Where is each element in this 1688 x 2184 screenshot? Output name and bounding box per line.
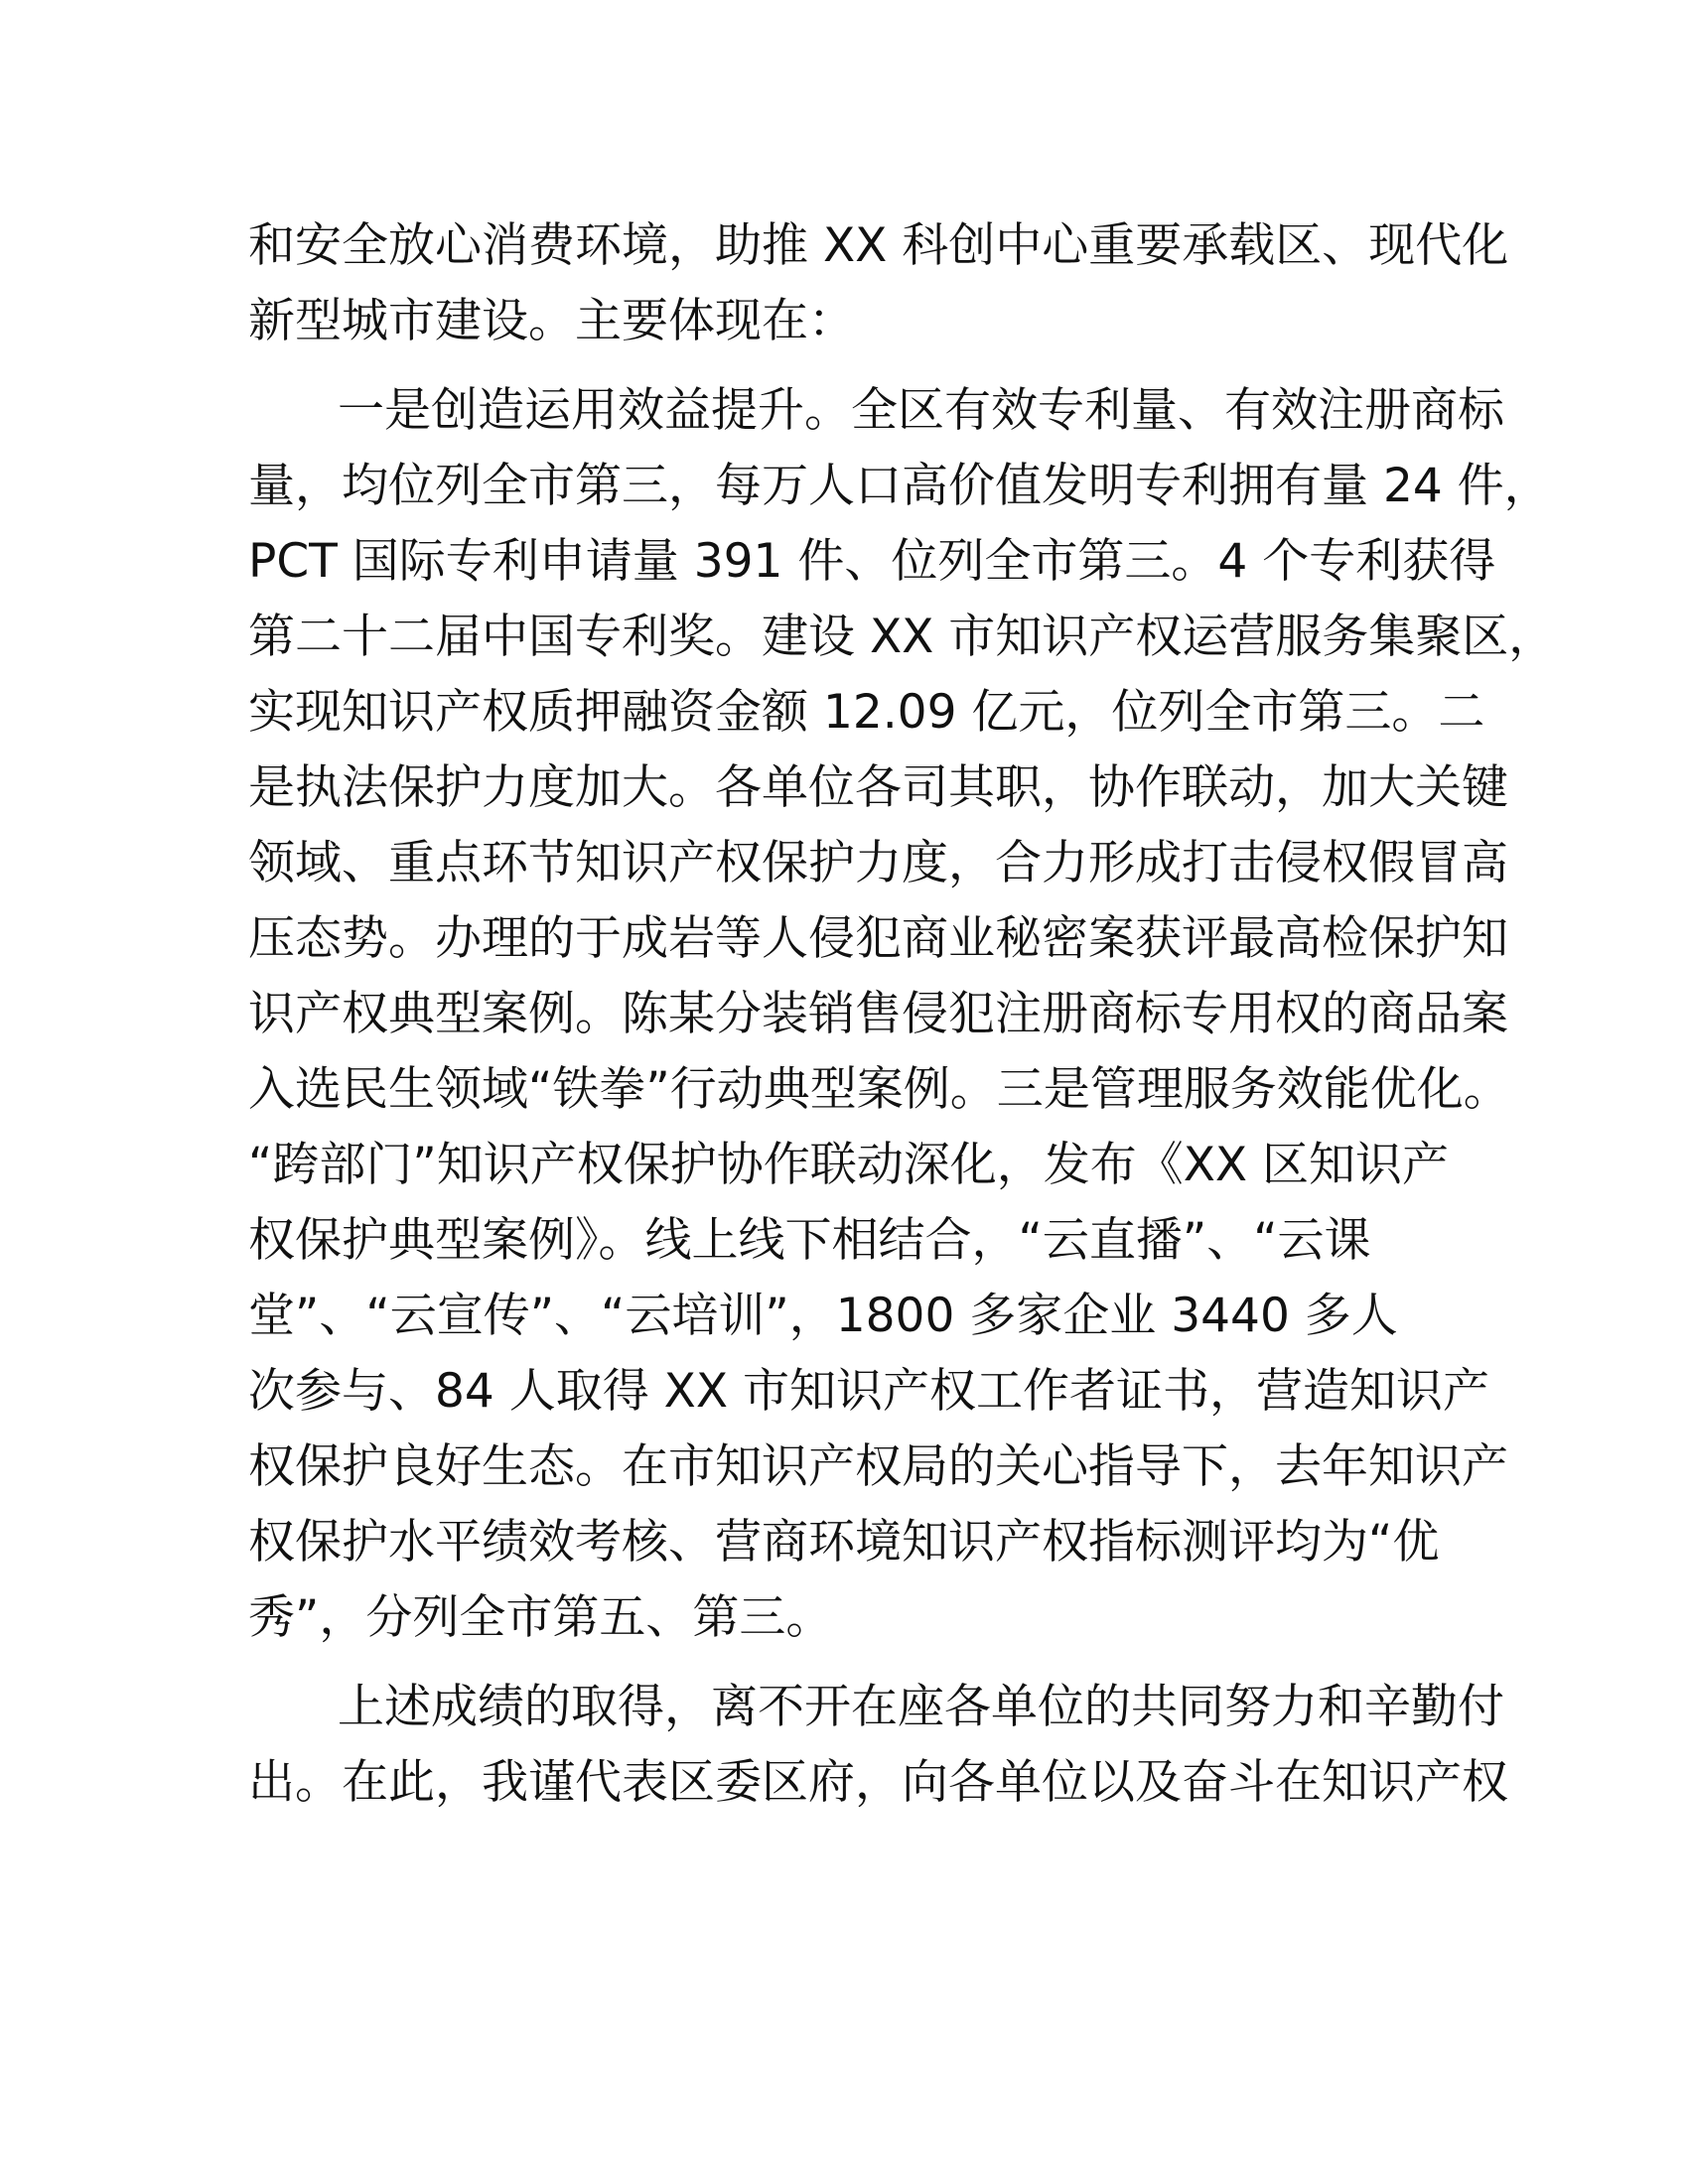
text-line: PCT 国际专利申请量 391 件、位列全市第三。4 个专利获得 [248,534,1496,589]
text-line: 量，均位列全市第三，每万人口高价值发明专利拥有量 24 件， [248,459,1551,513]
text-line: 是执法保护力度加大。各单位各司其职，协作联动，加大关键 [248,760,1508,815]
text-line: 权保护典型案例》。线上线下相结合，“云直播”、“云课 [248,1213,1371,1268]
text-line: 上述成绩的取得，离不开在座各单位的共同努力和辛勤付 [338,1680,1504,1734]
text-line: 次参与、84 人取得 XX 市知识产权工作者证书，营造知识产 [248,1364,1490,1419]
paragraph-3 [248,1670,1508,1821]
text-line: 权保护水平绩效考核、营商环境知识产权指标测评均为“优 [248,1515,1440,1570]
text-line: “跨部门”知识产权保护协作联动深化，发布《XX 区知识产 [248,1138,1450,1192]
paragraph-2 [248,373,1556,1656]
text-line: 一是创造运用效益提升。全区有效专利量、有效注册商标 [338,383,1504,438]
text-line: 实现知识产权质押融资金额 12.09 亿元，位列全市第三。二 [248,685,1485,740]
text-line: 压态势。办理的于成岩等人侵犯商业秘密案获评最高检保护知 [248,911,1508,966]
text-line: 和安全放心消费环境，助推 XX 科创中心重要承载区、现代化 [248,218,1509,273]
document-page [248,208,1556,1821]
paragraph-1 [248,208,1509,359]
text-line: 秀”，分列全市第五、第三。 [248,1590,833,1645]
text-line: 第二十二届中国专利奖。建设 XX 市知识产权运营服务集聚区， [248,610,1556,664]
text-line: 领域、重点环节知识产权保护力度，合力形成打击侵权假冒高 [248,836,1508,890]
text-line: 权保护良好生态。在市知识产权局的关心指导下，去年知识产 [248,1439,1508,1494]
text-line: 新型城市建设。主要体现在： [248,294,855,348]
text-line: 识产权典型案例。陈某分装销售侵犯注册商标专用权的商品案 [248,987,1508,1041]
text-line: 堂”、“云宣传”、“云培训”，1800 多家企业 3440 多人 [248,1289,1398,1343]
text-line: 入选民生领域“铁拳”行动典型案例。三是管理服务效能优化。 [248,1062,1510,1117]
text-line: 出。在此，我谨代表区委区府，向各单位以及奋斗在知识产权 [248,1755,1508,1810]
